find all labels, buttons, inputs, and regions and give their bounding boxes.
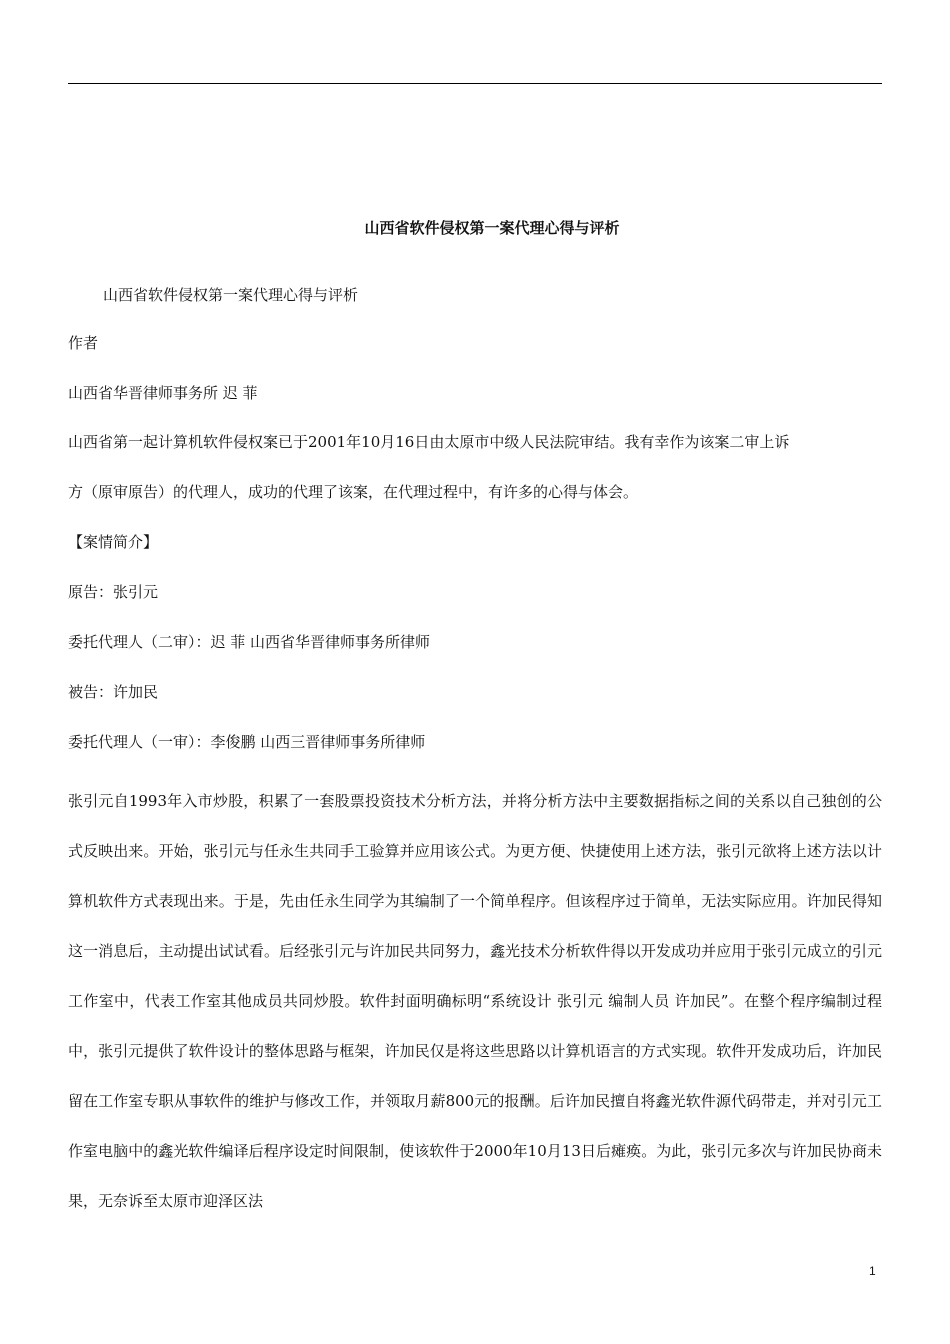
author-name: 山西省华晋律师事务所 迟 菲 (68, 384, 258, 402)
document-title: 山西省软件侵权第一案代理心得与评析 (364, 219, 620, 237)
agent-second-instance-line: 委托代理人（二审）：迟 菲 山西省华晋律师事务所律师 (68, 633, 431, 651)
page-number: 1 (869, 1264, 876, 1278)
agent-first-instance-line: 委托代理人（一审）：李俊鹏 山西三晋律师事务所律师 (68, 733, 426, 751)
header-rule (68, 83, 882, 84)
intro-line-2: 方（原审原告）的代理人，成功的代理了该案，在代理过程中，有许多的心得与体会。 (68, 483, 639, 501)
plaintiff-line: 原告：张引元 (68, 583, 159, 601)
case-summary-paragraph: 张引元自1993年入市炒股，积累了一套股票投资技术分析方法，并将分析方法中主要数据指标之间的关系以自己独创的公式反映出来。开始，张引元与任永生共同手工验算并应用该公式。为更方便、快捷使用上述方法，张引元欲将上述方法以计算机软件方式表现出来。于是，先由任永生同学为其编制了一个简单程序。但该程序过于简单，无法实际应用。许加民得知这一消息后，主动提出试试看。后经张引元与许加民共同努力，鑫光技术分析软件得以开发成功并应用于张引元成立的引元工作室中，代表工作室其他成员共同炒股。软件封面明确标明“系统设计 张引元 编制人员 许加民”。在整个程序编制过程中，张引元提供了软件设计的整体思路与框架，许加民仅是将这些思路以计算机语言的方式实现。软件开发成功后，许加民留在工作室专职从事软件的维护与修改工作，并领取月薪800元的报酬。后许加民擅自将鑫光软件源代码带走，并对引元工作室电脑中的鑫光软件编译后程序设定时间限制，使该软件于2000年10月13日后瘫痪。为此，张引元多次与许加民协商未果，无奈诉至太原市迎泽区法 (68, 792, 882, 1210)
defendant-line: 被告：许加民 (68, 683, 159, 701)
document-subtitle: 山西省软件侵权第一案代理心得与评析 (103, 286, 359, 304)
author-label: 作者 (68, 334, 99, 352)
section-heading: 【案情简介】 (68, 533, 159, 551)
intro-line-1: 山西省第一起计算机软件侵权案已于2001年10月16日由太原市中级人民法院审结。我有幸作为该案二审上诉 (68, 433, 790, 451)
